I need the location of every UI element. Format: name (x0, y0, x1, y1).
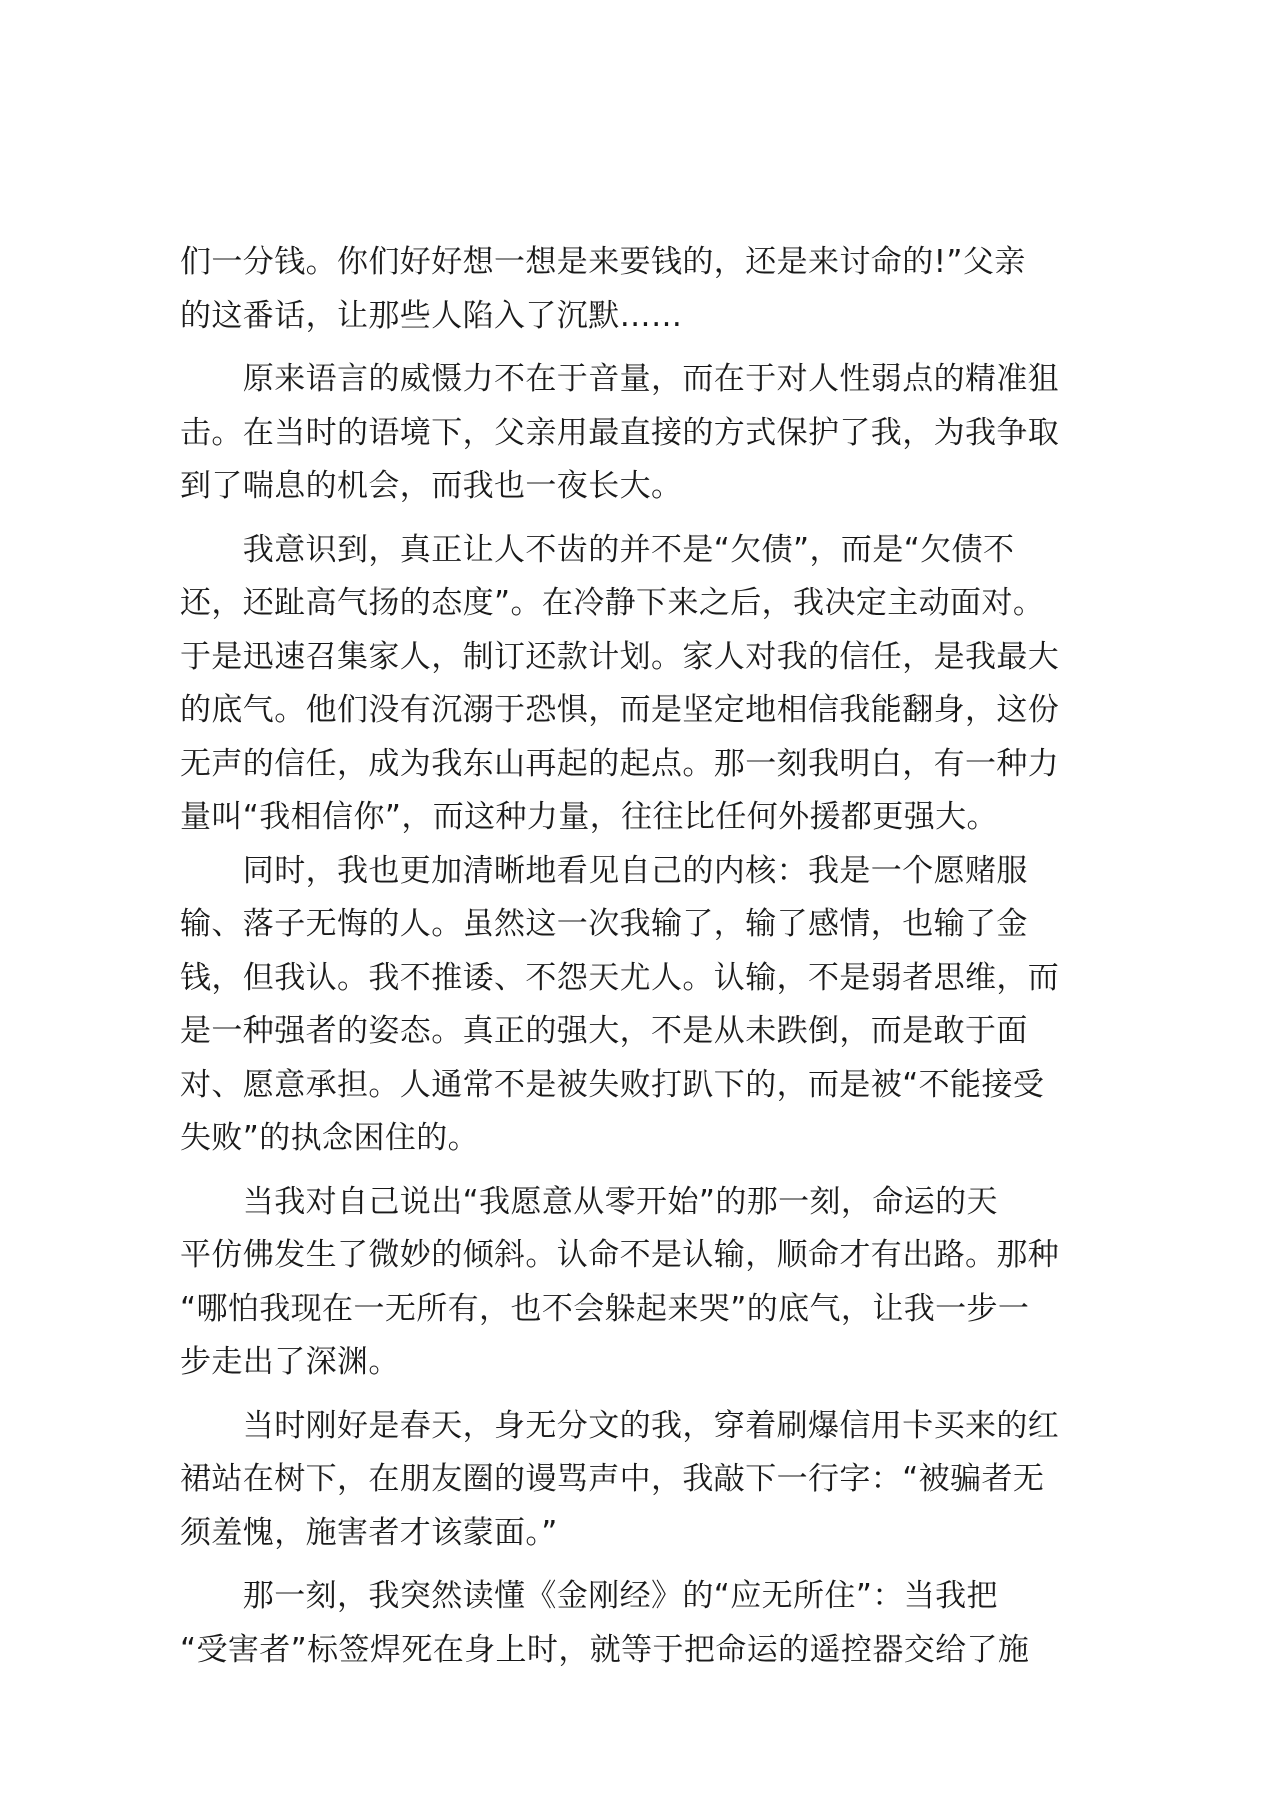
text-line: 到了喘息的机会，而我也一夜长大。 (180, 468, 683, 504)
text-line: 的底气。他们没有沉溺于恐惧，而是坚定地相信我能翻身，这份 (180, 692, 1060, 728)
text-line: 量叫“我相信你”，而这种力量，往往比任何外援都更强大。 (180, 799, 998, 835)
text-line: 当我对自己说出“我愿意从零开始”的那一刻，命运的天 (180, 1183, 998, 1220)
text-line: 原来语言的威慑力不在于音量，而在于对人性弱点的精准狙 (180, 361, 1060, 397)
text-line: 我意识到，真正让人不齿的并不是“欠债”，而是“欠债不 (180, 531, 1015, 568)
text-line: 无声的信任，成为我东山再起的起点。那一刻我明白，有一种力 (180, 745, 1060, 782)
text-line: 同时，我也更加清晰地看见自己的内核：我是一个愿赌服 (180, 852, 1028, 889)
text-line: 击。在当时的语境下，父亲用最直接的方式保护了我，为我争取 (180, 414, 1060, 451)
text-line: 失败”的执念困住的。 (180, 1120, 480, 1156)
text-line: 对、愿意承担。人通常不是被失败打趴下的，而是被“不能接受 (180, 1066, 1045, 1103)
text-line: 裙站在树下，在朋友圈的谩骂声中，我敲下一行字：“被骗者无 (180, 1461, 1045, 1497)
text-line: 钱，但我认。我不推诿、不怨天尤人。认输，不是弱者思维，而 (180, 959, 1060, 996)
text-line: 的这番话，让那些人陷入了沉默…… (180, 297, 683, 334)
text-line: 那一刻，我突然读懂《金刚经》的“应无所住”：当我把 (180, 1578, 998, 1614)
text-line: “哪怕我现在一无所有，也不会躲起来哭”的底气，让我一步一 (180, 1290, 1030, 1327)
text-line: 平仿佛发生了微妙的倾斜。认命不是认输，顺命才有出路。那种 (180, 1237, 1060, 1273)
text-line: 输、落子无悔的人。虽然这一次我输了，输了感情，也输了金 (180, 906, 1028, 942)
text-line: 于是迅速召集家人，制订还款计划。家人对我的信任，是我最大 (180, 638, 1060, 675)
text-line: 是一种强者的姿态。真正的强大，不是从未跌倒，而是敢于面 (180, 1013, 1028, 1049)
text-line: 当时刚好是春天，身无分文的我，穿着刷爆信用卡买来的红 (180, 1407, 1060, 1444)
text-line: 还，还趾高气扬的态度”。在冷静下来之后，我决定主动面对。 (180, 585, 1045, 621)
text-line: 步走出了深渊。 (180, 1344, 400, 1380)
body-text (180, 236, 1080, 1677)
text-line: “受害者”标签焊死在身上时，就等于把命运的遥控器交给了施 (180, 1631, 1030, 1668)
text-line: 们一分钱。你们好好想一想是来要钱的，还是来讨命的!”父亲 (180, 244, 1026, 280)
text-line: 须羞愧，施害者才该蒙面。” (180, 1514, 558, 1551)
